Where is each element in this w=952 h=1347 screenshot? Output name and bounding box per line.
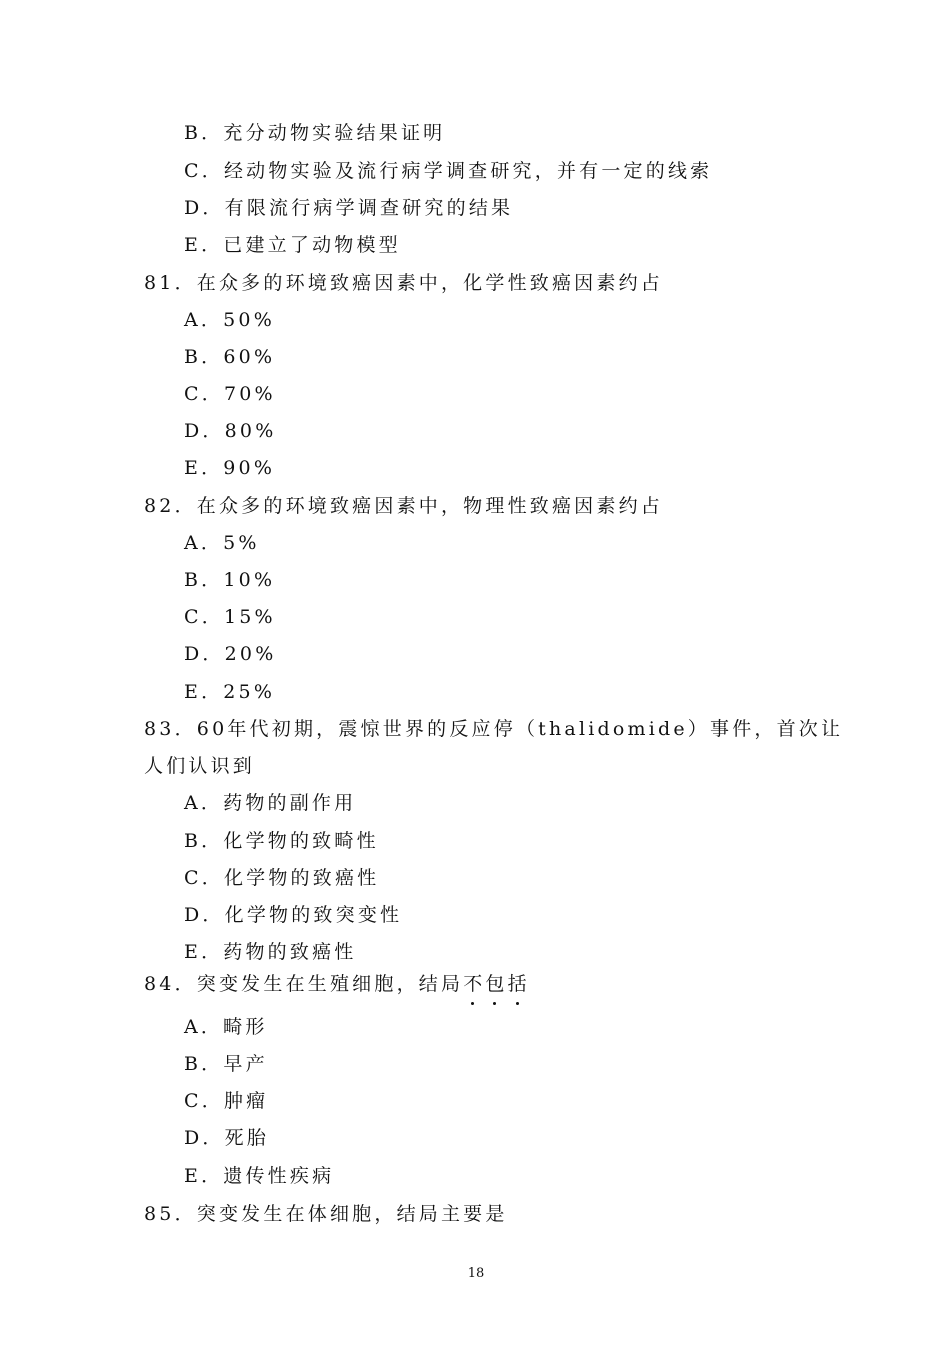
- question-line: [144, 972, 530, 996]
- option-line: C．肿瘤: [184, 1090, 269, 1112]
- emphasis-char: 包: [485, 973, 508, 995]
- option-line: D．有限流行病学调查研究的结果: [184, 197, 514, 219]
- option-line: E．90%: [184, 457, 276, 479]
- option-line: B．充分动物实验结果证明: [184, 122, 446, 144]
- emphasis-char: 括: [507, 973, 530, 995]
- question-line: 81．在众多的环境致癌因素中，化学性致癌因素约占: [144, 272, 663, 294]
- page-number: 18: [467, 1266, 485, 1281]
- option-line: C．化学物的致癌性: [184, 867, 380, 889]
- emphasis-char: 不: [463, 973, 486, 995]
- option-line: D．80%: [184, 420, 277, 442]
- option-line: E．药物的致癌性: [184, 941, 357, 963]
- option-line: A．50%: [184, 309, 275, 331]
- option-line: B．60%: [184, 346, 276, 368]
- question-line: 82．在众多的环境致癌因素中，物理性致癌因素约占: [144, 495, 663, 517]
- option-line: C．15%: [184, 606, 276, 628]
- option-line: A．药物的副作用: [184, 792, 357, 814]
- question-line: 83．60年代初期，震惊世界的反应停（thalidomide）事件，首次让: [144, 718, 844, 740]
- option-line: C．经动物实验及流行病学调查研究，并有一定的线索: [184, 160, 713, 182]
- question-line: 人们认识到: [144, 755, 256, 777]
- option-line: D．死胎: [184, 1127, 270, 1149]
- option-line: A．5%: [184, 532, 260, 554]
- question-line: 85．突变发生在体细胞，结局主要是: [144, 1203, 508, 1225]
- option-line: D．化学物的致突变性: [184, 904, 403, 926]
- option-line: E．已建立了动物模型: [184, 234, 401, 256]
- option-line: B．10%: [184, 569, 276, 591]
- question-text: 84．突变发生在生殖细胞，结局: [144, 973, 464, 995]
- option-line: A．畸形: [184, 1016, 268, 1038]
- option-line: C．70%: [184, 383, 276, 405]
- option-line: E．遗传性疾病: [184, 1165, 335, 1187]
- option-line: E．25%: [184, 681, 276, 703]
- option-line: B．早产: [184, 1053, 268, 1075]
- option-line: B．化学物的致畸性: [184, 830, 379, 852]
- option-line: D．20%: [184, 643, 277, 665]
